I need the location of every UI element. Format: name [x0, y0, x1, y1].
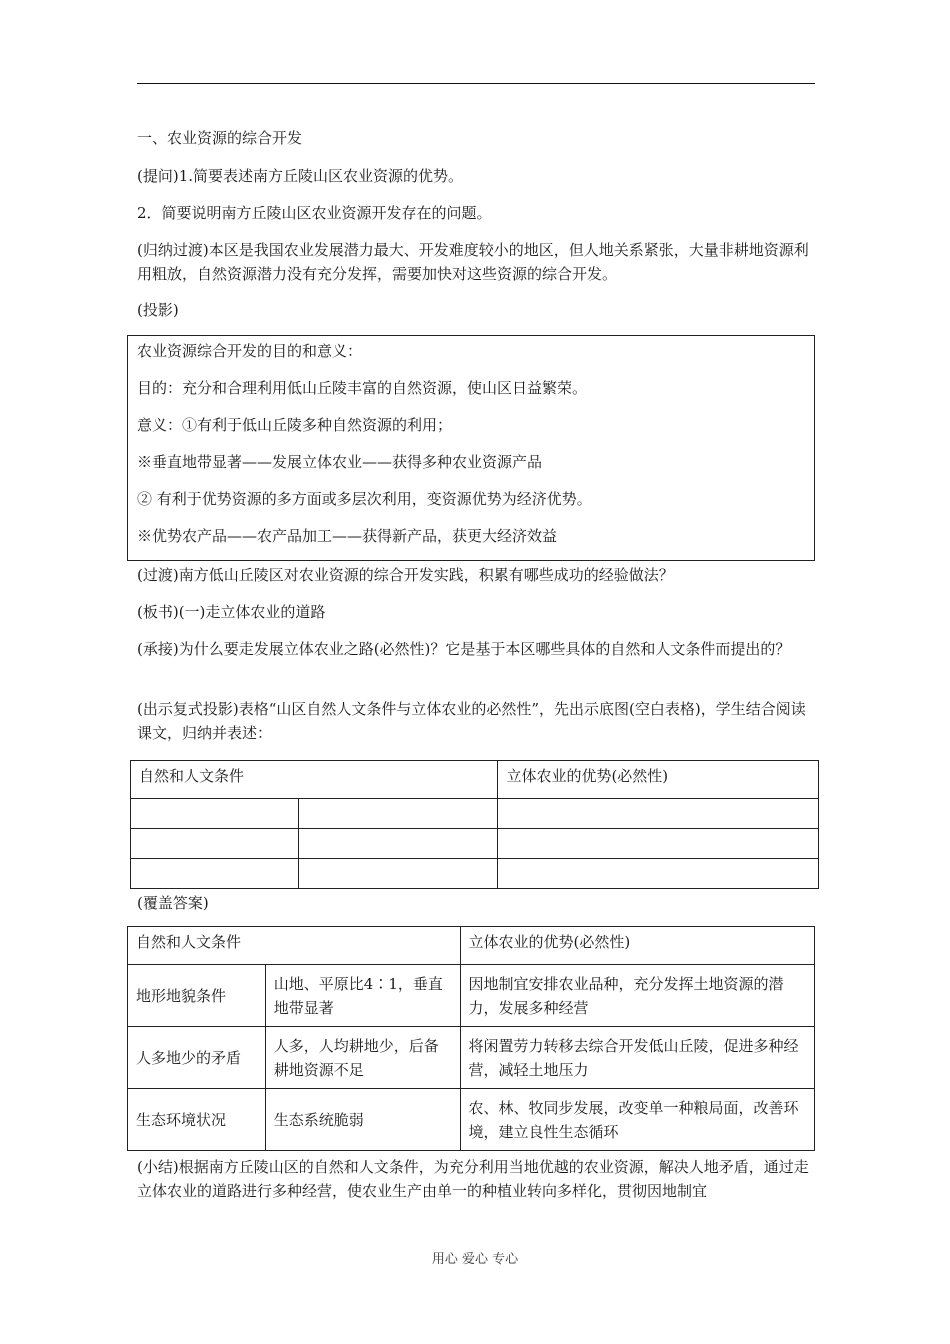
blank-table-header-conditions: 自然和人文条件: [131, 761, 498, 799]
paragraph-continue: (承接)为什么要走发展立体农业之路(必然性)？它是基于本区哪些具体的自然和人文条件而提出的？: [137, 640, 791, 658]
advantage-cell: 因地制宜安排农业品种，充分发挥土地资源的潜力，发展多种经营: [460, 965, 814, 1027]
blank-cell: [131, 859, 299, 889]
section-heading: 一、农业资源的综合开发: [137, 129, 303, 147]
blank-table: [130, 760, 819, 889]
blank-cell: [298, 829, 498, 859]
answer-table: [127, 926, 815, 1151]
answer-table-header-conditions: 自然和人文条件: [128, 927, 461, 965]
top-rule: [137, 83, 815, 84]
condition-cell: 地形地貌条件: [128, 965, 266, 1027]
paragraph-board: (板书)(一)走立体农业的道路: [137, 603, 326, 621]
box-meaning-1: 意义：①有利于低山丘陵多种自然资源的利用；: [137, 416, 453, 434]
paragraph-question-2: 2．简要说明南方丘陵山区农业资源开发存在的问题。: [137, 204, 492, 222]
projection-box: [127, 335, 815, 561]
box-meaning-2: ② 有利于优势资源的多方面或多层次利用，变资源优势为经济优势。: [137, 490, 592, 508]
advantage-cell: 将闲置劳力转移去综合开发低山丘陵，促进多种经营，减轻土地压力: [460, 1027, 814, 1089]
detail-cell: 人多，人均耕地少，后备耕地资源不足: [265, 1027, 460, 1089]
blank-cell: [298, 799, 498, 829]
blank-cell: [498, 799, 819, 829]
box-chain-2: ※优势农产品——农产品加工——获得新产品，获更大经济效益: [137, 527, 558, 545]
paragraph-summary-transition: (归纳过渡)本区是我国农业发展潜力最大、开发难度较小的地区，但人地关系紧张，大量非耕地资源利用粗放，自然资源潜力没有充分发挥，需要加快对这些资源的综合开发。: [137, 241, 809, 283]
box-chain-1: ※垂直地带显著——发展立体农业——获得多种农业资源产品: [137, 453, 543, 471]
paragraph-question: (提问)1.简要表述南方丘陵山区农业资源的优势。: [137, 167, 464, 185]
condition-cell: 生态环境状况: [128, 1089, 266, 1151]
paragraph-conclusion: (小结)根据南方丘陵山区的自然和人文条件，为充分利用当地优越的农业资源，解决人地矛盾，通过走立体农业的道路进行多种经营，使农业生产由单一的种植业转向多样化，贯彻因地制宜: [137, 1158, 809, 1200]
detail-cell: 山地、平原比4∶1，垂直地带显著: [265, 965, 460, 1027]
blank-cell: [131, 799, 299, 829]
paragraph-show-table: (出示复式投影)表格“山区自然人文条件与立体农业的必然性”，先出示底图(空白表格)，学生结合阅读课文，归纳并表述：: [137, 700, 806, 742]
blank-cell: [131, 829, 299, 859]
paragraph-projection: (投影): [137, 301, 179, 319]
page-footer: 用心 爱心 专心: [431, 1252, 519, 1267]
box-purpose: 目的：充分和合理利用低山丘陵丰富的自然资源，使山区日益繁荣。: [137, 379, 588, 397]
blank-table-header-advantage: 立体农业的优势(必然性): [498, 761, 819, 799]
box-title: 农业资源综合开发的目的和意义：: [137, 342, 363, 360]
blank-cell: [498, 859, 819, 889]
paragraph-transition: (过渡)南方低山丘陵区对农业资源的综合开发实践，积累有哪些成功的经验做法？: [137, 566, 674, 584]
blank-cell: [298, 859, 498, 889]
condition-cell: 人多地少的矛盾: [128, 1027, 266, 1089]
blank-cell: [498, 829, 819, 859]
answer-table-header-advantage: 立体农业的优势(必然性): [460, 927, 814, 965]
detail-cell: 生态系统脆弱: [265, 1089, 460, 1151]
paragraph-overlay-answer: (覆盖答案): [137, 894, 209, 912]
advantage-cell: 农、林、牧同步发展，改变单一种粮局面，改善环境，建立良性生态循环: [460, 1089, 814, 1151]
